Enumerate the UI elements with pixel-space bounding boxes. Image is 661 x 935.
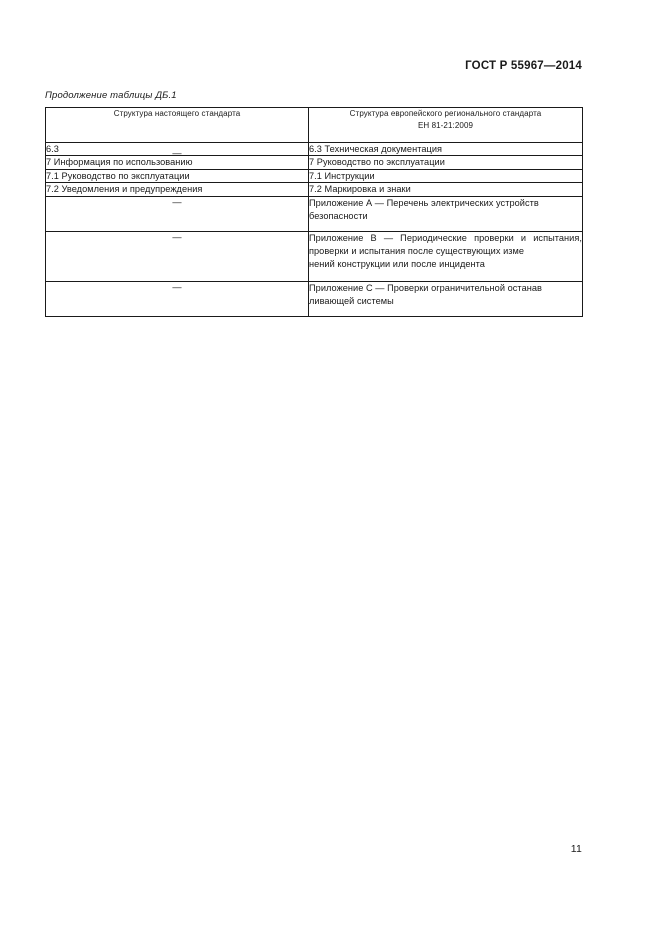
- cell-european-standard: [309, 231, 583, 281]
- cell-european-standard: [309, 196, 583, 231]
- cell-european-standard: 6.3 Техническая документация: [309, 143, 583, 156]
- table-header-row: [46, 108, 583, 143]
- cell-european-standard: 7.1 Инструкции: [309, 169, 583, 182]
- table-row: [46, 143, 583, 156]
- table-row: [46, 156, 583, 169]
- column-header-european-standard: [309, 108, 583, 143]
- cell-european-standard: [309, 281, 583, 316]
- cell-current-standard: 7.2 Уведомления и предупреждения: [46, 183, 309, 196]
- standards-structure-table: [45, 107, 583, 317]
- column-header-current-standard: Структура настоящего стандарта: [46, 108, 309, 143]
- cell-current-standard-clause: 6.3: [46, 144, 59, 154]
- cell-paragraph-main: Приложение С — Проверки ограничительной останав: [309, 282, 542, 293]
- page-number: 11: [570, 843, 582, 855]
- cell-paragraph-main: Приложение А — Перечень электрических устройств: [309, 197, 539, 208]
- column-header-european-standard-line1: Структура европейского регионального стандарта: [349, 109, 542, 118]
- column-header-european-standard-line2: ЕН 81-21:2009: [417, 120, 474, 130]
- cell-current-standard-dash: —: [46, 281, 309, 316]
- cell-european-standard: 7 Руководство по эксплуатации: [309, 156, 583, 169]
- cell-dash: —: [172, 148, 182, 158]
- cell-european-standard: 7.2 Маркировка и знаки: [309, 183, 583, 196]
- cell-paragraph-main: Приложение В — Периодические проверки и испытания, проверки и испытания после существующих изме: [309, 232, 582, 256]
- table-caption: Продолжение таблицы ДБ.1: [45, 90, 177, 101]
- table-row: [46, 231, 583, 281]
- cell-paragraph-last-line: ливающей системы: [309, 295, 394, 306]
- running-head: ГОСТ Р 55967—2014: [465, 60, 582, 72]
- table-row: [46, 183, 583, 196]
- cell-current-standard-dash: —: [46, 196, 309, 231]
- cell-current-standard: [46, 143, 309, 156]
- cell-paragraph-last-line: безопасности: [309, 210, 368, 221]
- table-row: [46, 281, 583, 316]
- table-row: [46, 196, 583, 231]
- cell-current-standard: 7.1 Руководство по эксплуатации: [46, 169, 309, 182]
- table-row: [46, 169, 583, 182]
- cell-current-standard: 7 Информация по использованию: [46, 156, 309, 169]
- cell-current-standard-dash: —: [46, 231, 309, 281]
- cell-paragraph-last-line: нений конструкции или после инцидента: [309, 258, 485, 269]
